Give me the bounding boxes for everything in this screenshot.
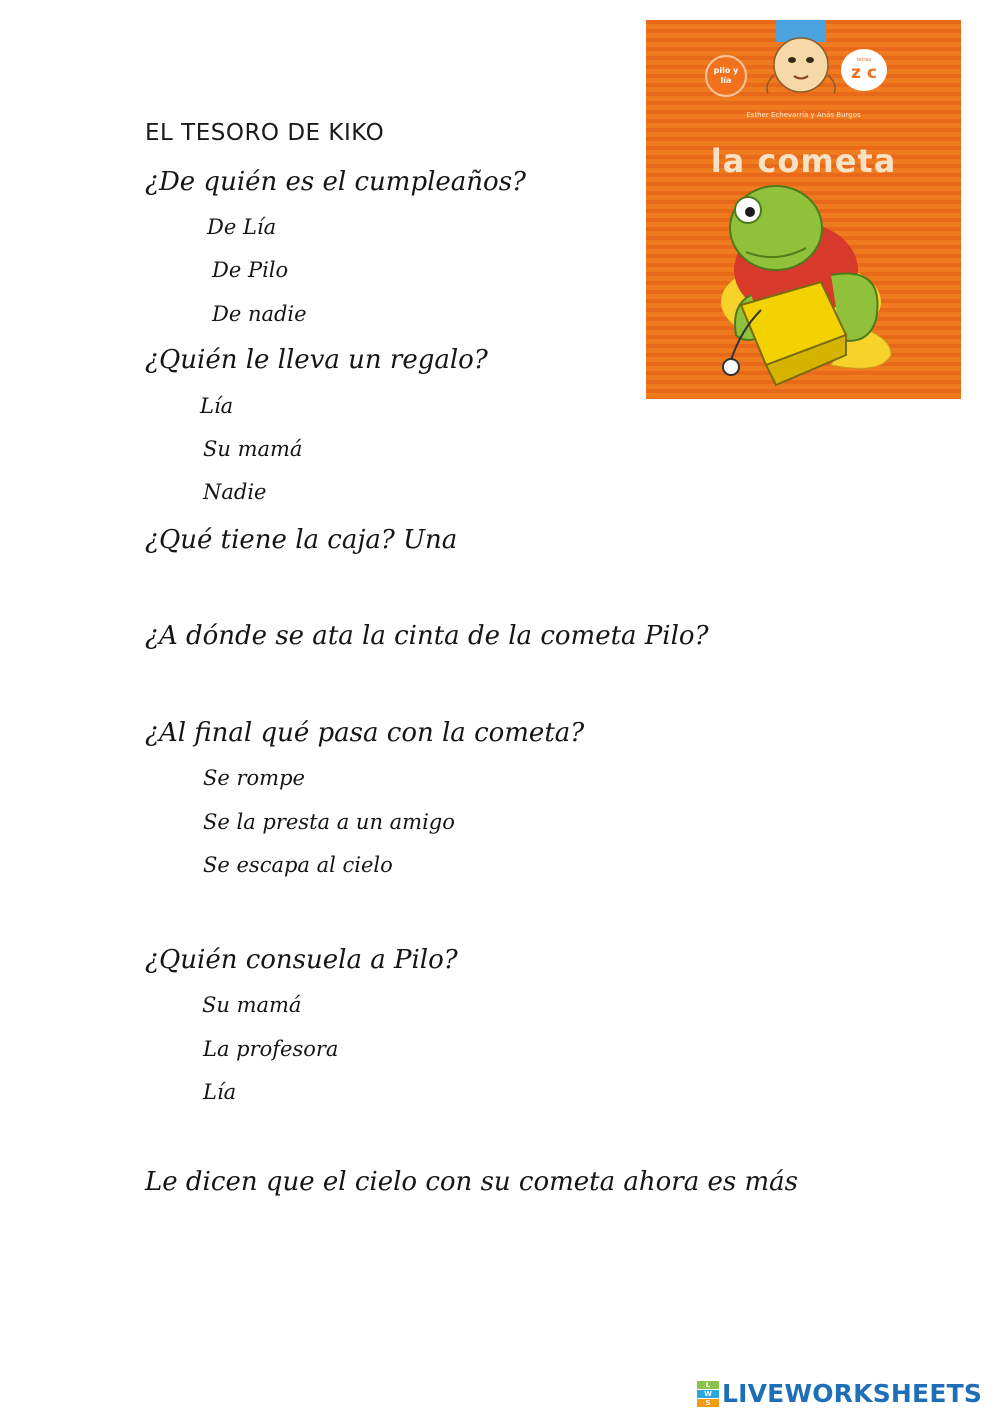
cover-stripe <box>646 101 961 105</box>
q5-option-3[interactable]: Se escapa al cielo <box>203 853 393 877</box>
cover-illustration <box>646 20 961 399</box>
logo-letter-l: L <box>697 1381 719 1389</box>
question-4: ¿A dónde se ata la cinta de la cometa Pilo? <box>145 621 709 651</box>
cover-series-badge: pilo y lía <box>705 55 747 97</box>
cover-authors: Esther Echevarría y Anás Burgos <box>746 111 861 119</box>
cover-stripe <box>646 128 961 132</box>
worksheet-title: EL TESORO DE KIKO <box>145 120 385 146</box>
liveworksheets-logo-icon <box>697 1381 719 1407</box>
q6-option-3[interactable]: Lía <box>203 1080 237 1104</box>
question-3: ¿Qué tiene la caja? Una <box>145 525 458 555</box>
logo-letter-s: S <box>697 1399 719 1407</box>
logo-letter-w: W <box>697 1390 719 1398</box>
cover-stripe <box>646 380 961 384</box>
q1-option-3[interactable]: De nadie <box>212 302 307 326</box>
cover-letters-badge <box>841 49 887 91</box>
question-6: ¿Quién consuela a Pilo? <box>145 945 458 975</box>
question-2: ¿Quién le lleva un regalo? <box>145 345 488 375</box>
q2-option-3[interactable]: Nadie <box>203 480 267 504</box>
question-5: ¿Al final qué pasa con la cometa? <box>145 718 585 748</box>
q1-option-1[interactable]: De Lía <box>207 215 277 239</box>
cover-title: la cometa <box>710 142 897 180</box>
question-1: ¿De quién es el cumpleaños? <box>145 167 526 197</box>
q2-option-2[interactable]: Su mamá <box>203 437 303 461</box>
cover-stripe <box>646 389 961 393</box>
brand-name: LIVEWORKSHEETS <box>722 1379 983 1408</box>
cover-stripe <box>646 137 961 141</box>
q6-option-2[interactable]: La profesora <box>203 1037 339 1061</box>
liveworksheets-brand[interactable] <box>697 1379 982 1408</box>
cover-letters-label: letras <box>856 56 872 63</box>
q5-option-2[interactable]: Se la presta a un amigo <box>203 810 455 834</box>
q6-option-1[interactable]: Su mamá <box>202 993 302 1017</box>
cover-stripe <box>646 398 961 399</box>
cover-letters-value: z c <box>851 62 877 83</box>
q2-option-1[interactable]: Lía <box>200 394 234 418</box>
question-7: Le dicen que el cielo con su cometa ahora es más <box>145 1167 798 1197</box>
book-cover-image <box>646 20 961 399</box>
cover-stripe <box>646 119 961 123</box>
q1-option-2[interactable]: De Pilo <box>212 258 289 282</box>
q5-option-1[interactable]: Se rompe <box>203 766 305 790</box>
cover-stripe <box>646 182 961 186</box>
